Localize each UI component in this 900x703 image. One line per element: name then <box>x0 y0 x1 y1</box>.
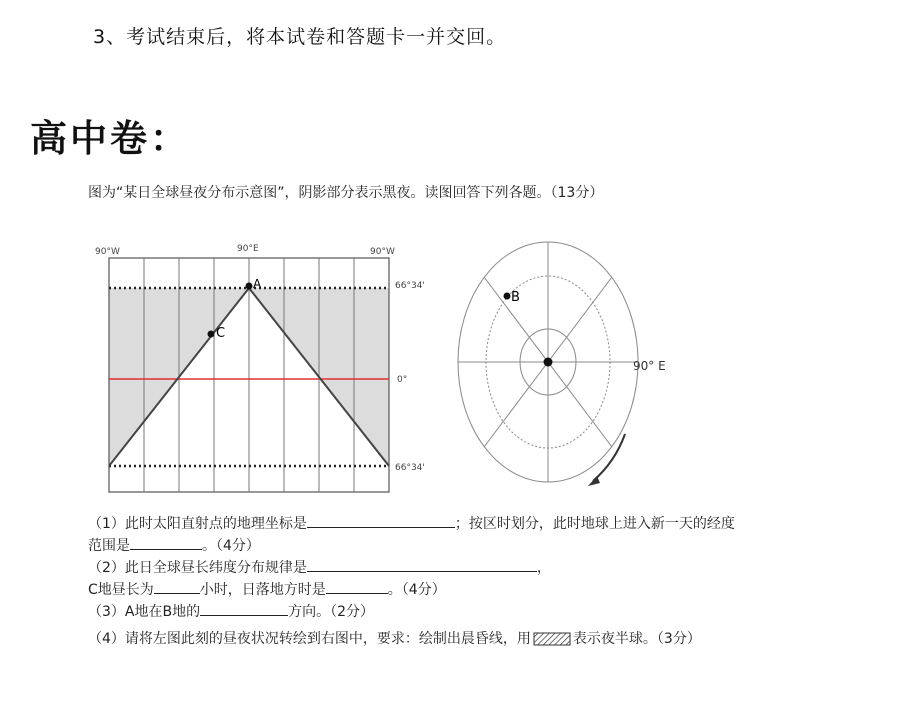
question-1-text-end: 。（4分） <box>202 538 260 554</box>
question-2-line-2 <box>88 578 446 599</box>
question-2-text: （2）此日全球昼长纬度分布规律是 <box>88 560 307 576</box>
question-1-text-mid: ；按区时划分，此时地球上进入新一天的经度 <box>454 516 735 532</box>
point-a <box>246 283 253 290</box>
question-intro: 图为“某日全球昼夜分布示意图”，阴影部分表示黑夜。读图回答下列各题。（13分） <box>88 185 604 201</box>
question-3-line <box>88 600 374 621</box>
point-c <box>208 331 215 338</box>
question-1-line-1 <box>88 512 735 533</box>
question-1-line-2 <box>88 534 260 555</box>
point-b-label: B <box>511 290 520 305</box>
rotation-arrow <box>593 434 625 481</box>
hatch-swatch-icon <box>533 632 571 646</box>
point-b <box>504 293 511 300</box>
lat-label-top: 66°34' <box>395 281 425 291</box>
lon-label-center: 90°E <box>237 244 259 254</box>
point-c-label: C <box>216 326 226 341</box>
lat-label-bottom: 66°34' <box>395 463 425 473</box>
answer-blank-2c[interactable] <box>326 578 388 594</box>
north-pole-point <box>544 358 553 367</box>
answer-blank-1b[interactable] <box>130 534 202 550</box>
question-1-text: （1）此时太阳直射点的地理坐标是 <box>88 516 307 532</box>
lon-label-90e: 90° E <box>633 359 666 373</box>
question-1-text-line2: 范围是 <box>88 538 130 554</box>
question-2-text-line2: C地昼长为 <box>88 582 154 598</box>
point-a-label: A <box>253 277 262 291</box>
question-3-text-end: 方向。（2分） <box>288 604 375 620</box>
right-polar-map <box>455 238 695 493</box>
lon-label-right: 90°W <box>370 247 395 257</box>
answer-blank-1a[interactable] <box>307 512 455 528</box>
answer-blank-3[interactable] <box>200 600 288 616</box>
question-2-text-end2: 。（4分） <box>387 582 446 598</box>
question-4-text: （4）请将左图此刻的昼夜状况转绘到右图中，要求：绘制出晨昏线，用 <box>88 631 531 647</box>
question-4-text-end: 表示夜半球。（3分） <box>572 631 701 647</box>
question-2-text-mid: 小时，日落地方时是 <box>199 582 326 598</box>
section-title: 高中卷： <box>30 117 190 160</box>
answer-blank-2b[interactable] <box>154 578 200 594</box>
lon-label-left: 90°W <box>95 247 120 257</box>
left-daynight-map <box>85 238 445 500</box>
question-2-line-1 <box>88 556 551 577</box>
lat-label-equator: 0° <box>397 375 408 385</box>
question-2-text-end: ， <box>536 560 551 576</box>
answer-blank-2a[interactable] <box>307 556 537 572</box>
question-3-text: （3）A地在B地的 <box>88 604 201 620</box>
question-4-line <box>88 628 701 648</box>
exam-note: 3、考试结束后，将本试卷和答题卡一并交回。 <box>93 26 507 48</box>
